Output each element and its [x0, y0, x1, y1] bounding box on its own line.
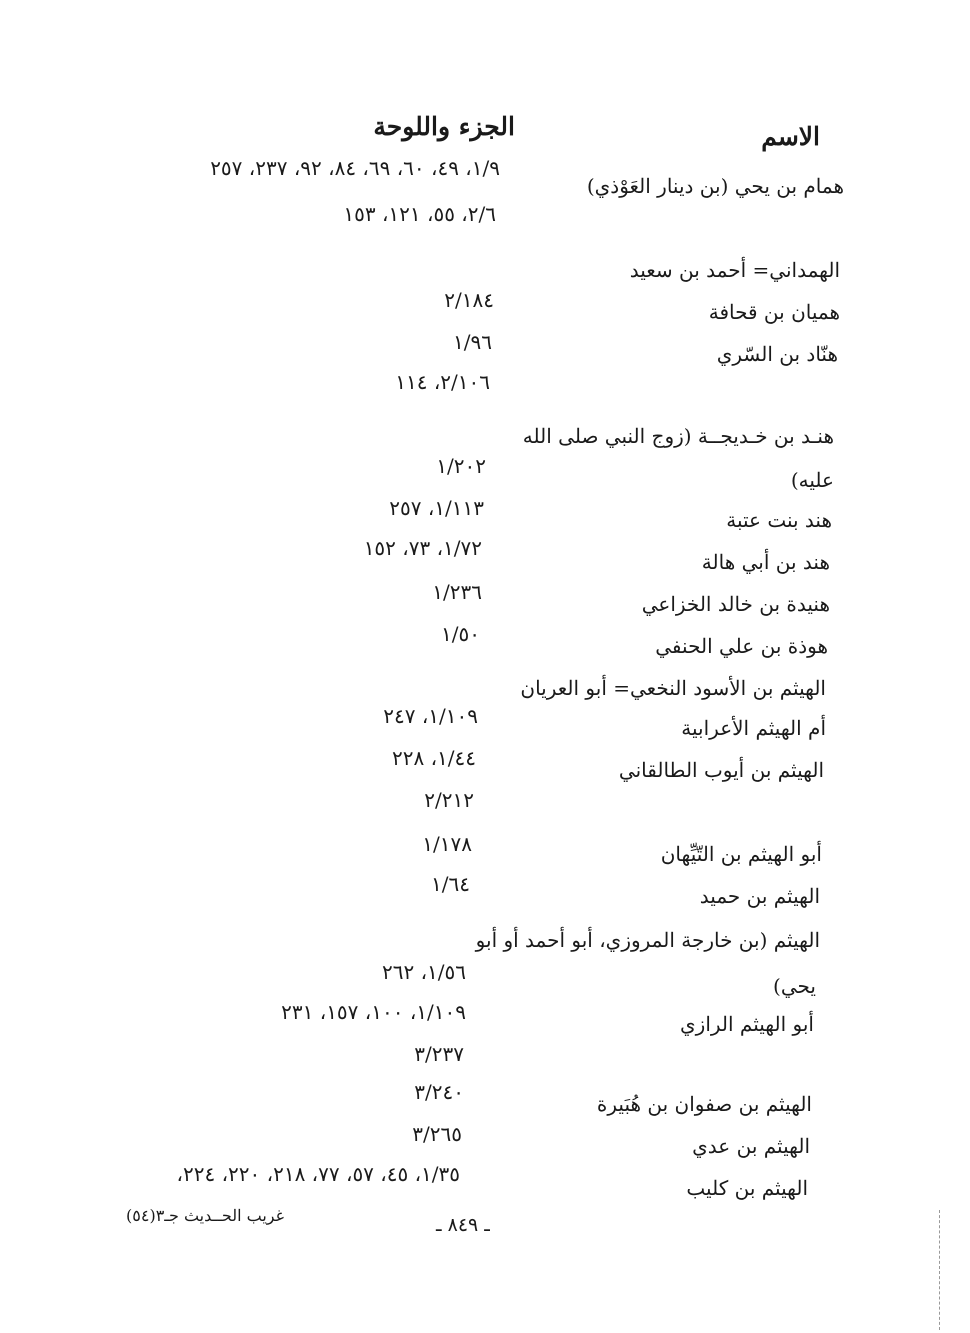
- index-reference: ١/٤٤، ٢٢٨: [391, 746, 476, 770]
- index-reference: ١/٩، ٤٩، ٦٠، ٦٩، ٨٤، ٩٢، ٢٣٧، ٢٥٧: [210, 156, 500, 180]
- name-column-header: الاسم: [761, 122, 820, 151]
- index-reference: ١/٩٦: [453, 330, 492, 354]
- index-reference: ١/٦٤: [431, 872, 470, 896]
- index-reference: ٣/٢٦٥: [412, 1122, 462, 1146]
- index-name: هنيدة بن خالد الخزاعي: [641, 592, 830, 616]
- index-name: هنّاد بن السّري: [716, 342, 838, 366]
- index-name: الهيثم بن حميد: [699, 884, 820, 908]
- index-name: الهيثم بن الأسود النخعي= أبو العريان: [520, 676, 826, 700]
- index-name: أبو الهيثم بن التّيِّهان: [660, 842, 822, 866]
- index-reference: ١/٢٣٦: [432, 580, 482, 604]
- reference-column-header: الجزء واللوحة: [373, 112, 515, 141]
- index-name: الهيثم بن أيوب الطالقاني: [618, 758, 824, 782]
- index-reference: ٢/١٨٤: [444, 288, 494, 312]
- index-reference: ٢/٢١٢: [424, 788, 474, 812]
- index-reference: ١/٥٠: [441, 622, 480, 646]
- index-name: الهيثم بن صفوان بن هُبَيرة: [596, 1092, 812, 1116]
- index-reference: ٣/٢٤٠: [414, 1080, 464, 1104]
- index-name: أم الهيثم الأعرابية: [681, 716, 826, 740]
- index-reference: ١/٣٥، ٤٥، ٥٧، ٧٧، ٢١٨، ٢٢٠، ٢٢٤،: [176, 1162, 460, 1186]
- scan-edge-line: [939, 1210, 940, 1330]
- index-reference: ٢/١٠٦، ١١٤: [395, 370, 490, 394]
- index-name: أبو الهيثم الرازي: [680, 1012, 814, 1036]
- index-reference: ١/٧٢، ٧٣، ١٥٢: [363, 536, 482, 560]
- index-reference: ١/١١٣، ٢٥٧: [389, 496, 484, 520]
- index-name: يحي): [773, 974, 816, 998]
- index-name: الهيثم (بن خارجة المروزي، أبو أحمد أو أبو: [475, 928, 820, 952]
- index-name: هند بن أبي هالة: [701, 550, 830, 574]
- index-reference: ٢/٦، ٥٥، ١٢١، ١٥٣: [343, 202, 496, 226]
- index-name: هميان بن قحافة: [708, 300, 840, 324]
- index-name: همام بن يحي (بن دينار العَوْذي): [586, 174, 844, 198]
- index-name: الهيثم بن كليب: [686, 1176, 808, 1200]
- index-reference: ١/١٠٩، ١٠٠، ١٥٧، ٢٣١: [281, 1000, 466, 1024]
- index-name: الهمداني= أحمد بن سعيد: [629, 258, 840, 282]
- index-reference: ١/١٧٨: [422, 832, 472, 856]
- book-title-footer: غريب الحــديث جـ٣(٥٤): [126, 1206, 284, 1225]
- index-name: هند بنت عتبة: [726, 508, 832, 532]
- index-reference: ١/٢٠٢: [436, 454, 486, 478]
- index-reference: ١/٥٦، ٢٦٢: [381, 960, 466, 984]
- index-reference: ١/١٠٩، ٢٤٧: [383, 704, 478, 728]
- page-number: ـ ٨٤٩ ـ: [436, 1214, 490, 1236]
- index-name: الهيثم بن عدي: [692, 1134, 810, 1158]
- index-reference: ٣/٢٣٧: [414, 1042, 464, 1066]
- index-name: عليه): [790, 468, 834, 492]
- index-name: هوذة بن علي الحنفي: [655, 634, 828, 658]
- index-name: هنـد بن خـديجــة (زوج النبي صلى الله: [522, 424, 834, 448]
